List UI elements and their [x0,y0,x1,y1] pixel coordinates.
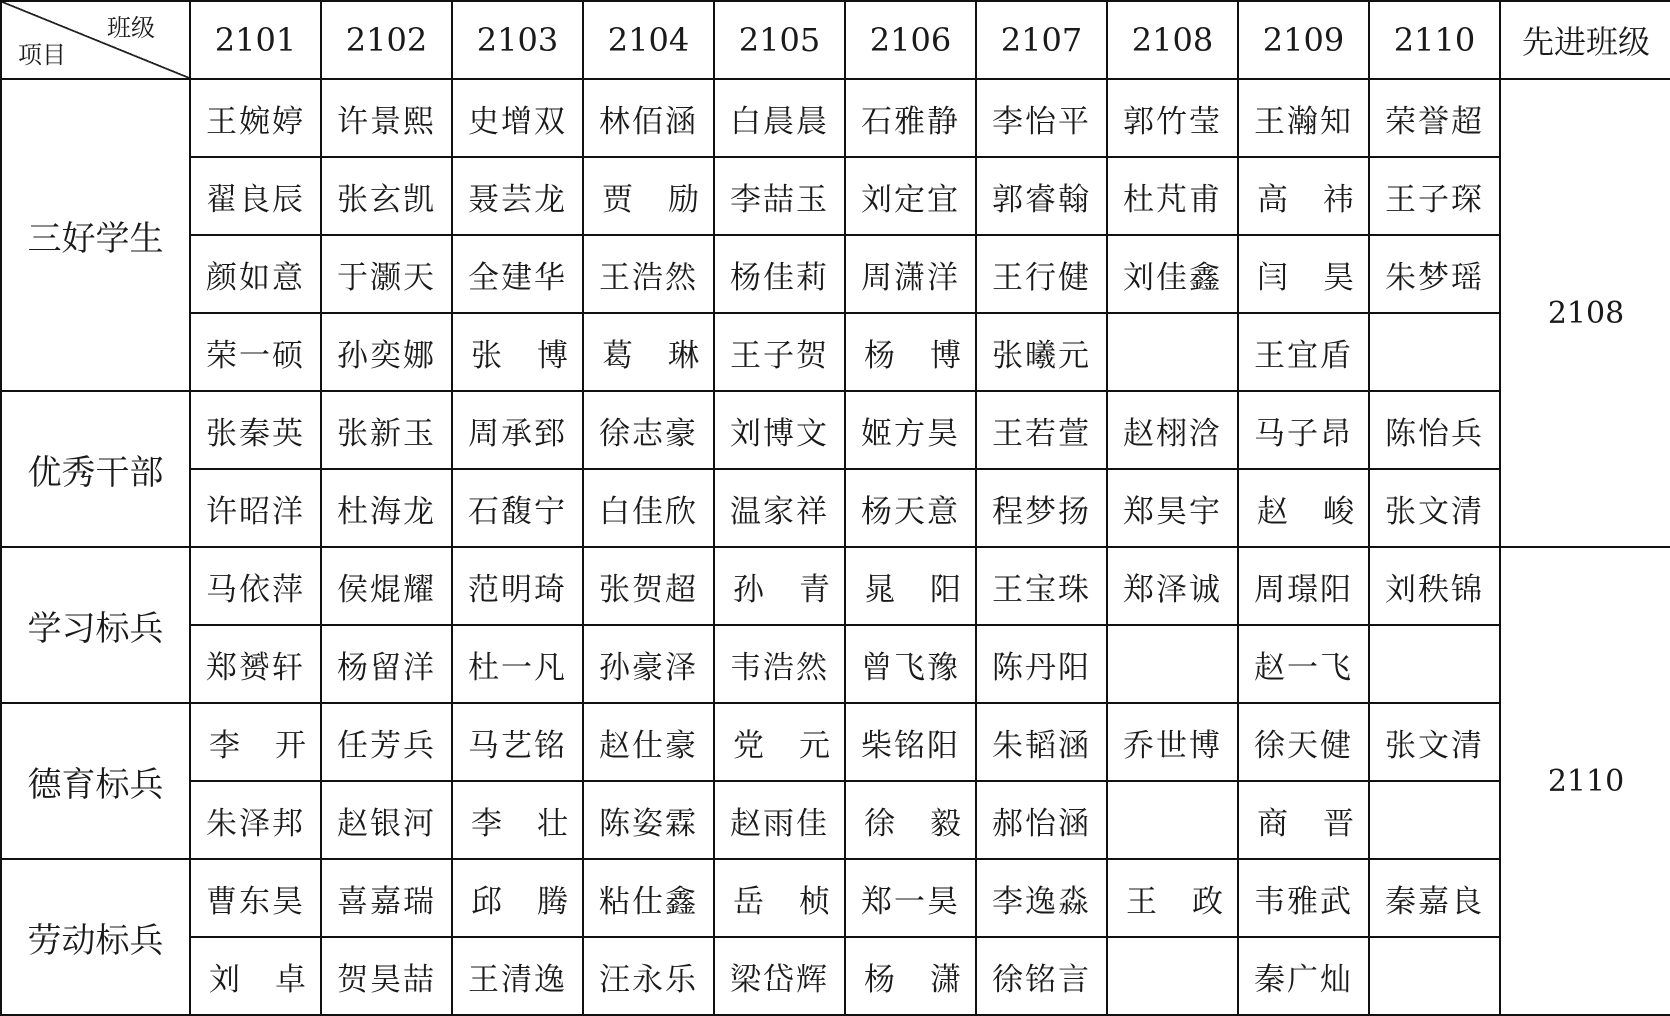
student-name-cell: 张曦元 [976,313,1107,391]
class-header-2109: 2109 [1238,1,1369,79]
class-header-2103: 2103 [452,1,583,79]
student-name-cell: 乔世博 [1107,703,1238,781]
category-label: 三好学生 [1,79,190,391]
student-name-cell: 汪永乐 [583,937,714,1015]
student-name-cell [1369,625,1500,703]
student-name-cell: 张 博 [452,313,583,391]
student-name-cell: 张文清 [1369,703,1500,781]
table-row [1,235,1670,313]
class-header-2102: 2102 [321,1,452,79]
class-header-2110: 2110 [1369,1,1500,79]
student-name-cell: 李 壮 [452,781,583,859]
student-name-cell: 岳 桢 [714,859,845,937]
student-name-cell: 白晨晨 [714,79,845,157]
class-header-2106: 2106 [845,1,976,79]
student-name-cell: 韦浩然 [714,625,845,703]
student-name-cell: 刘 卓 [190,937,321,1015]
student-name-cell: 马依萍 [190,547,321,625]
advanced-class-cell: 2110 [1500,547,1670,1015]
student-name-cell: 陈怡兵 [1369,391,1500,469]
student-name-cell: 马子昂 [1238,391,1369,469]
student-name-cell: 徐天健 [1238,703,1369,781]
student-name-cell: 徐铭言 [976,937,1107,1015]
student-name-cell: 秦嘉良 [1369,859,1500,937]
table-body [1,79,1670,1015]
student-name-cell: 杜海龙 [321,469,452,547]
table-row [1,313,1670,391]
student-name-cell: 贺昊喆 [321,937,452,1015]
student-name-cell: 李 开 [190,703,321,781]
diag-class-label: 班级 [107,14,155,42]
student-name-cell: 邱 腾 [452,859,583,937]
student-name-cell: 于灏天 [321,235,452,313]
student-name-cell: 林佰涵 [583,79,714,157]
table-row [1,781,1670,859]
student-name-cell: 张玄凯 [321,157,452,235]
table-row [1,859,1670,937]
student-name-cell: 王宝珠 [976,547,1107,625]
student-name-cell: 马艺铭 [452,703,583,781]
student-name-cell: 李逸淼 [976,859,1107,937]
student-name-cell: 郑昊宇 [1107,469,1238,547]
table-row [1,937,1670,1015]
student-name-cell: 孙奕娜 [321,313,452,391]
student-name-cell: 杨 潇 [845,937,976,1015]
student-name-cell: 王子琛 [1369,157,1500,235]
class-header-2101: 2101 [190,1,321,79]
student-name-cell: 周璟阳 [1238,547,1369,625]
student-name-cell: 王子贺 [714,313,845,391]
student-name-cell: 孙 青 [714,547,845,625]
student-name-cell [1369,781,1500,859]
student-name-cell: 王若萱 [976,391,1107,469]
student-name-cell: 徐 毅 [845,781,976,859]
table-row [1,79,1670,157]
student-name-cell: 许昭洋 [190,469,321,547]
table-row [1,469,1670,547]
student-name-cell [1107,937,1238,1015]
diagonal-header-cell [1,1,190,79]
table-row [1,391,1670,469]
student-name-cell: 石雅静 [845,79,976,157]
student-name-cell: 杨佳莉 [714,235,845,313]
student-name-cell: 商 晋 [1238,781,1369,859]
student-name-cell: 朱梦瑶 [1369,235,1500,313]
table-row [1,157,1670,235]
student-name-cell: 郝怡涵 [976,781,1107,859]
student-name-cell: 石馥宁 [452,469,583,547]
student-name-cell: 郭睿翰 [976,157,1107,235]
student-name-cell [1107,313,1238,391]
student-name-cell: 朱泽邦 [190,781,321,859]
student-name-cell: 程梦扬 [976,469,1107,547]
student-name-cell: 郑一昊 [845,859,976,937]
student-name-cell: 李喆玉 [714,157,845,235]
category-label: 优秀干部 [1,391,190,547]
class-header-2104: 2104 [583,1,714,79]
class-header-2105: 2105 [714,1,845,79]
student-name-cell: 曾飞豫 [845,625,976,703]
student-name-cell: 白佳欣 [583,469,714,547]
student-name-cell: 张秦英 [190,391,321,469]
diag-item-label: 项目 [18,41,66,69]
student-name-cell: 刘博文 [714,391,845,469]
student-name-cell: 梁岱辉 [714,937,845,1015]
category-label: 学习标兵 [1,547,190,703]
student-name-cell: 高 祎 [1238,157,1369,235]
student-name-cell: 刘定宜 [845,157,976,235]
student-name-cell: 翟良辰 [190,157,321,235]
student-name-cell: 贾 励 [583,157,714,235]
student-name-cell: 王瀚知 [1238,79,1369,157]
student-name-cell: 张文清 [1369,469,1500,547]
category-label: 劳动标兵 [1,859,190,1015]
student-name-cell: 姬方昊 [845,391,976,469]
student-name-cell: 陈姿霖 [583,781,714,859]
student-name-cell: 张新玉 [321,391,452,469]
student-name-cell: 刘佳鑫 [1107,235,1238,313]
student-name-cell: 柴铭阳 [845,703,976,781]
student-name-cell: 王清逸 [452,937,583,1015]
table-row [1,625,1670,703]
student-name-cell: 郭竹莹 [1107,79,1238,157]
student-name-cell: 杨天意 [845,469,976,547]
student-name-cell: 晁 阳 [845,547,976,625]
student-name-cell: 赵仕豪 [583,703,714,781]
student-name-cell: 党 元 [714,703,845,781]
student-name-cell: 李怡平 [976,79,1107,157]
student-name-cell: 张贺超 [583,547,714,625]
category-label: 德育标兵 [1,703,190,859]
student-name-cell: 温家祥 [714,469,845,547]
table-row [1,547,1670,625]
student-name-cell: 杨 博 [845,313,976,391]
student-name-cell: 郑赟轩 [190,625,321,703]
student-name-cell: 赵一飞 [1238,625,1369,703]
student-name-cell: 杜芃甫 [1107,157,1238,235]
student-name-cell: 杨留洋 [321,625,452,703]
student-name-cell: 王行健 [976,235,1107,313]
student-name-cell: 范明琦 [452,547,583,625]
advanced-class-header: 先进班级 [1500,1,1670,79]
student-name-cell: 荣一硕 [190,313,321,391]
student-name-cell: 陈丹阳 [976,625,1107,703]
student-name-cell: 王宜盾 [1238,313,1369,391]
student-name-cell: 侯焜耀 [321,547,452,625]
student-name-cell: 闫 昊 [1238,235,1369,313]
student-name-cell: 任芳兵 [321,703,452,781]
student-name-cell: 颜如意 [190,235,321,313]
student-name-cell: 王 政 [1107,859,1238,937]
student-name-cell: 徐志豪 [583,391,714,469]
class-header-2108: 2108 [1107,1,1238,79]
student-name-cell: 王婉婷 [190,79,321,157]
student-name-cell: 曹东昊 [190,859,321,937]
student-name-cell [1369,937,1500,1015]
student-name-cell: 孙豪泽 [583,625,714,703]
class-header-2107: 2107 [976,1,1107,79]
student-name-cell: 杜一凡 [452,625,583,703]
student-name-cell: 郑泽诚 [1107,547,1238,625]
student-name-cell: 全建华 [452,235,583,313]
student-name-cell [1369,313,1500,391]
student-name-cell: 赵 峻 [1238,469,1369,547]
header-row [1,1,1670,79]
student-name-cell: 赵雨佳 [714,781,845,859]
student-name-cell: 喜嘉瑞 [321,859,452,937]
student-name-cell: 周潇洋 [845,235,976,313]
student-name-cell: 周承郅 [452,391,583,469]
student-name-cell: 粘仕鑫 [583,859,714,937]
table-row [1,703,1670,781]
student-name-cell: 赵银河 [321,781,452,859]
student-name-cell [1107,781,1238,859]
student-name-cell: 刘秩锦 [1369,547,1500,625]
student-name-cell: 史增双 [452,79,583,157]
student-name-cell: 朱韬涵 [976,703,1107,781]
student-name-cell: 韦雅武 [1238,859,1369,937]
student-name-cell: 秦广灿 [1238,937,1369,1015]
student-name-cell: 聂芸龙 [452,157,583,235]
advanced-class-cell: 2108 [1500,79,1670,547]
student-name-cell: 荣誉超 [1369,79,1500,157]
student-name-cell: 王浩然 [583,235,714,313]
student-name-cell: 许景熙 [321,79,452,157]
student-name-cell [1107,625,1238,703]
student-name-cell: 葛 琳 [583,313,714,391]
student-name-cell: 赵栩浛 [1107,391,1238,469]
